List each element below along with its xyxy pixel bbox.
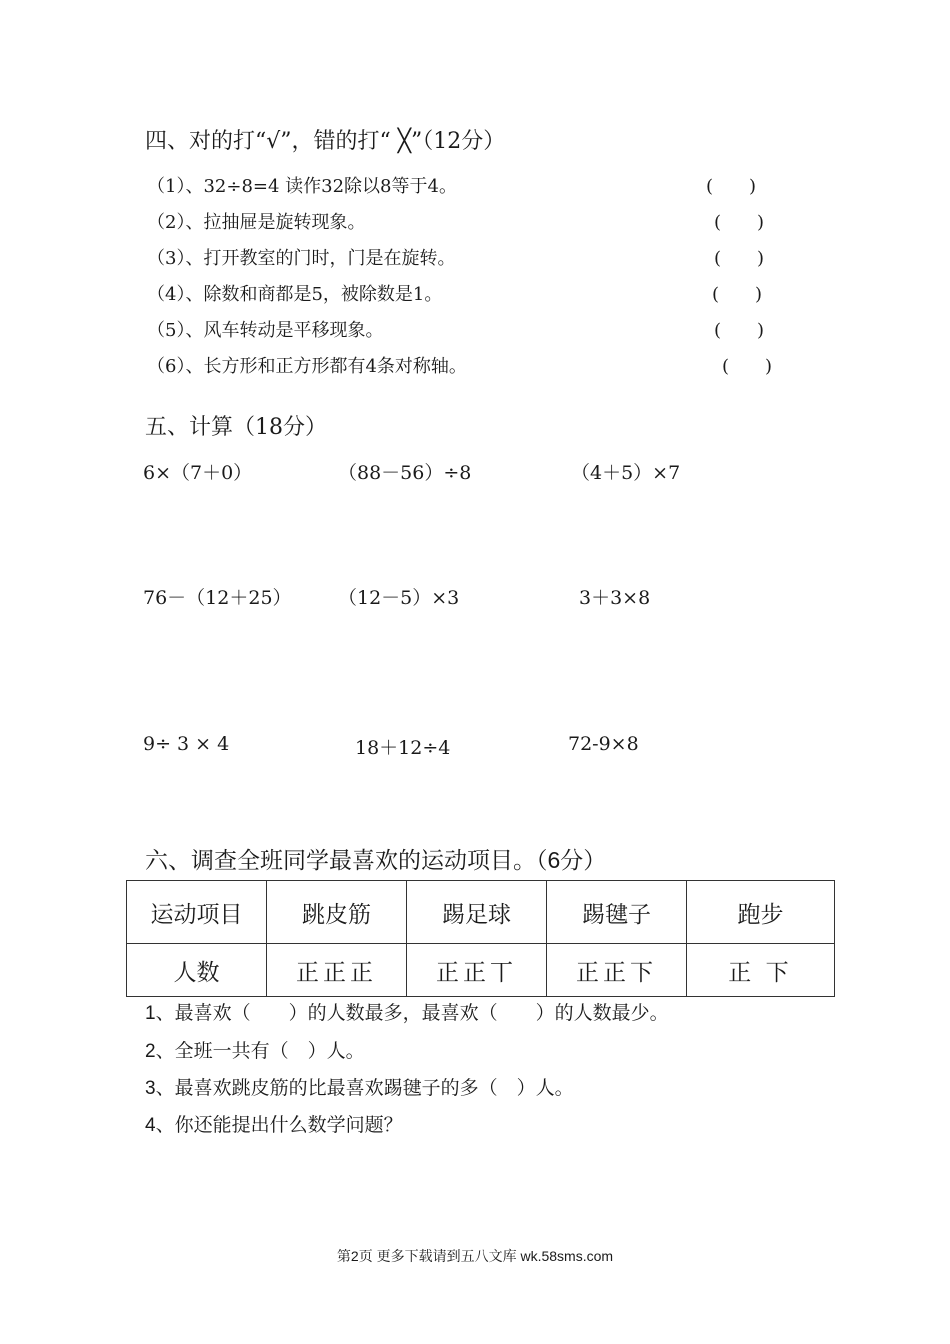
section4-title: 四、对的打“√”，错的打“ ╳”（12分） [145, 129, 506, 154]
judge-item-3: （3）、打开教室的门时，门是在旋转。 [147, 248, 456, 269]
judge-blank-6[interactable]: ( ) [722, 356, 773, 377]
calc-1-3: （4＋5）×7 [571, 462, 681, 484]
table-header-cell: 跳皮筋 [267, 881, 407, 944]
judge-item-1: （1）、32÷8=4 读作32除以8等于4。 [147, 176, 457, 197]
judge-item-2: （2）、拉抽屉是旋转现象。 [147, 212, 366, 233]
tally-football: 正正丅 [407, 944, 547, 997]
judge-item-6: （6）、长方形和正方形都有4条对称轴。 [147, 356, 467, 377]
question-2: 2、全班一共有（ ）人。 [145, 1041, 365, 1062]
table-row-label: 人数 [127, 944, 267, 997]
calc-3-1: 9÷ 3 × 4 [143, 733, 230, 755]
calc-2-2: （12－5）×3 [338, 587, 460, 609]
judge-blank-4[interactable]: ( ) [712, 284, 763, 305]
section5-title: 五、计算（18分） [145, 415, 327, 440]
section6-title: 六、调查全班同学最喜欢的运动项目。（6分） [145, 847, 607, 873]
calc-3-2: 18＋12÷4 [355, 737, 451, 759]
table-header-cell: 踢足球 [407, 881, 547, 944]
judge-blank-3[interactable]: ( ) [714, 248, 765, 269]
tally-jump-rope: 正正正 [267, 944, 407, 997]
calc-1-1: 6×（7＋0） [143, 462, 253, 484]
judge-blank-5[interactable]: ( ) [714, 320, 765, 341]
judge-blank-2[interactable]: ( ) [714, 212, 765, 233]
judge-blank-1[interactable]: ( ) [706, 176, 757, 197]
tally-shuttlecock: 正正下 [547, 944, 687, 997]
table-header-cell: 跑步 [687, 881, 835, 944]
judge-item-5: （5）、风车转动是平移现象。 [147, 320, 384, 341]
tally-running: 正 下 [687, 944, 835, 997]
judge-item-4: （4）、除数和商都是5，被除数是1。 [147, 284, 443, 305]
calc-2-1: 76－（12＋25） [143, 587, 292, 609]
survey-table [126, 880, 835, 997]
table-header-cell: 踢毽子 [547, 881, 687, 944]
question-1: 1、最喜欢（ ）的人数最多，最喜欢（ ）的人数最少。 [145, 1003, 669, 1024]
page-footer: 第2页 更多下载请到五八文库 wk.58sms.com [336, 1248, 614, 1264]
table-header-cell: 运动项目 [127, 881, 267, 944]
calc-3-3: 72-9×8 [568, 733, 639, 755]
question-4: 4、你还能提出什么数学问题？ [145, 1115, 403, 1136]
calc-1-2: （88－56）÷8 [338, 462, 472, 484]
calc-2-3: 3＋3×8 [579, 587, 651, 609]
question-3: 3、最喜欢跳皮筋的比最喜欢踢毽子的多（ ）人。 [145, 1078, 574, 1099]
